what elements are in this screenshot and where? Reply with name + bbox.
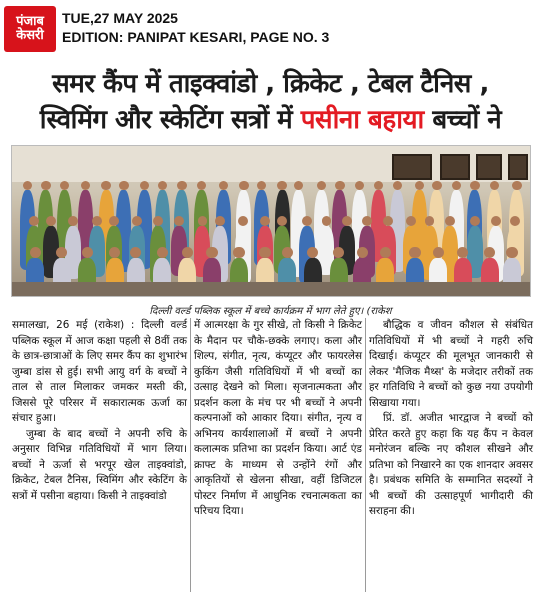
- child-head: [294, 181, 303, 190]
- child-head: [60, 181, 69, 190]
- article-paragraph: समालखा, 26 मई (राकेश) : दिल्ली वर्ल्ड पब्लिक स्कूल में आज कक्षा पहली से 8वीं तक के छात्र-छात्राओं के लिए समर कैंप का शुभारंभ जुम्बा डांस से हुई। सभी आयु वर्ग के बच्चों ने ताल से ताल मिलाकर जमकर मस्ती की, जिससे पूरे परिसर में सकारात्मक ऊर्जा का संचार हुआ।: [12, 319, 187, 424]
- column-divider: [365, 318, 366, 592]
- child-head: [355, 181, 364, 190]
- child-head: [302, 216, 312, 226]
- child-head: [239, 181, 248, 190]
- wall-painting: [440, 154, 470, 180]
- article-column-2: [194, 318, 362, 520]
- child-head: [215, 216, 225, 226]
- group-photo-image: [11, 145, 531, 297]
- child-head: [140, 181, 149, 190]
- child-head: [182, 247, 193, 258]
- child-head: [29, 216, 39, 226]
- child-head: [260, 216, 270, 226]
- child-head: [510, 216, 520, 226]
- child-head: [470, 216, 480, 226]
- child-head: [197, 181, 206, 190]
- punjab-kesari-logo: [4, 6, 56, 52]
- wall-painting: [392, 154, 432, 180]
- article-paragraph: में आत्मरक्षा के गुर सीखे, तो किसी ने क्रिकेट के मैदान पर चौके-छक्के लगाए। कला और शिल्प, संगीत, नृत्य, कंप्यूटर और फायरलेस कुकिंग जैसी गतिविधियों में भी बच्चों का उत्साह देखने को मिला। सृजनात्मकता और प्रदर्शन कला के मंच पर भी बच्चों ने अपनी कल्पनाओं को आकार दिया। संगीत, नृत्य व अभिनय कार्यशालाओं में बच्चों ने अपनी कलात्मक प्रतिभा का प्रदर्शन किया। आर्ट एंड क्राफ्ट के माध्यम से उन्होंने रंगों और आकृतियों से खेलना सीखा, वहीं डिजिटल पोस्टर निर्माण में आधुनिक रचनात्मकता का परिचय दिया।: [194, 319, 362, 517]
- child-head: [506, 247, 517, 258]
- headline-highlight: पसीना बहाया: [300, 105, 424, 135]
- child-head: [30, 247, 41, 258]
- child-head: [233, 247, 244, 258]
- edition-line: EDITION: PANIPAT KESARI, PAGE NO. 3: [62, 29, 330, 45]
- child-head: [393, 181, 402, 190]
- headline-line-2-start: स्विमिंग और स्केटिंग सत्रों में: [39, 105, 301, 135]
- child-head: [82, 247, 93, 258]
- child-head: [81, 181, 90, 190]
- column-divider: [190, 318, 191, 592]
- wall-painting: [476, 154, 502, 180]
- child-head: [357, 247, 368, 258]
- headline-line-1: समर कैंप में ताइक्वांडो , क्रिकेट , टेबल टैनिस ,: [52, 69, 489, 99]
- child-head: [342, 216, 352, 226]
- article-column-3: [369, 318, 533, 520]
- child-head: [380, 247, 391, 258]
- article-body: [0, 318, 541, 592]
- photo-floor: [12, 282, 530, 296]
- photo-caption: दिल्ली वर्ल्ड पब्लिक स्कूल में बच्चे कार्यक्रम में भाग लेते हुए। (राकेश: [149, 306, 392, 317]
- wall-painting: [508, 154, 528, 180]
- child-head: [206, 247, 217, 258]
- masthead: [0, 0, 541, 56]
- child-head: [409, 247, 420, 258]
- child-head: [56, 247, 67, 258]
- child-head: [158, 181, 167, 190]
- article-paragraph: प्रिं. डॉ. अजीत भारद्वाज ने बच्चों को प्रेरित करते हुए कहा कि यह कैंप न केवल मनोरंजन बल्कि नए कौशल सीखने और प्रतिभा को निखारने का एक शानदार अवसर है। प्रबंधक समिति के सम्मानित सदस्यों ने भी बच्चों की उत्साहपूर्ण भागीदारी की सराहना की।: [369, 412, 533, 517]
- edition-info: [62, 9, 329, 47]
- logo-line-2: केसरी: [16, 28, 44, 43]
- child-head: [490, 181, 499, 190]
- child-head: [177, 181, 186, 190]
- child-head: [322, 216, 332, 226]
- child-head: [374, 181, 383, 190]
- headline-line-2-end: बच्चों ने: [423, 105, 502, 135]
- child-head: [282, 247, 293, 258]
- child-head: [415, 181, 424, 190]
- logo-line-1: पंजाब: [16, 14, 44, 30]
- child-head: [41, 181, 50, 190]
- child-head: [257, 181, 266, 190]
- child-head: [445, 216, 455, 226]
- child-head: [362, 216, 372, 226]
- child-head: [101, 181, 110, 190]
- child-head: [259, 247, 270, 258]
- child-head: [406, 216, 416, 226]
- child-head: [470, 181, 479, 190]
- child-head: [433, 247, 444, 258]
- child-head: [46, 216, 56, 226]
- publication-date: TUE,27 MAY 2025: [62, 10, 178, 26]
- child-head: [119, 181, 128, 190]
- article-column-1: [12, 318, 187, 504]
- child-head: [432, 181, 441, 190]
- article-paragraph: बौद्धिक व जीवन कौशल से संबंधित गतिविधियों में भी बच्चों ने गहरी रुचि दिखाई। कंप्यूटर की मूलभूत जानकारी से लेकर 'मैजिक मैथ्स' के मजेदार तरीकों तक हर गतिविधि ने बच्चों को कुछ नया उपयोगी सिखाया गया।: [369, 319, 533, 409]
- headline: [0, 66, 541, 138]
- article-paragraph: जुम्बा के बाद बच्चों ने अपनी रुचि के अनुसार विभिन्न गतिविधियों में भाग लिया। बच्चों ने ऊर्जा से भरपूर खेल ताइक्वांडो, क्रिकेट, टेबल टैनिस, स्विमिंग और स्केटिंग के सत्रों में पसीना बहाया। किसी ने ताइक्वांडो: [12, 427, 187, 502]
- child-head: [335, 181, 344, 190]
- child-head: [68, 216, 78, 226]
- child-head: [491, 216, 501, 226]
- child-head: [219, 181, 228, 190]
- child-head: [383, 216, 393, 226]
- child-head: [23, 181, 32, 190]
- headline-line-2: [0, 102, 541, 138]
- child-head: [92, 216, 102, 226]
- child-head: [109, 247, 120, 258]
- child-head: [109, 216, 119, 226]
- child-head: [317, 181, 326, 190]
- child-head: [277, 181, 286, 190]
- child-head: [157, 247, 168, 258]
- child-head: [512, 181, 521, 190]
- child-head: [452, 181, 461, 190]
